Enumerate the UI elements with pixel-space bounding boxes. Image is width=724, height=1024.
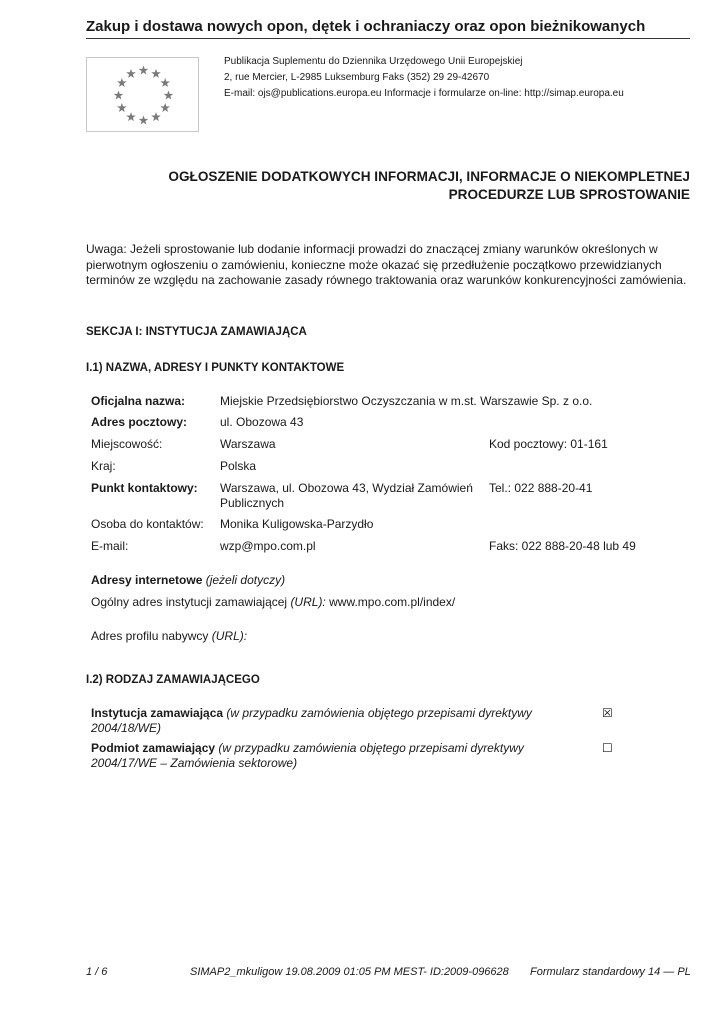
publication-line-2: 2, rue Mercier, L-2985 Luksemburg Faks (352) 29 29-42670 [224, 72, 490, 83]
contracting-authority-option [91, 706, 561, 736]
publication-line-3: E-mail: ojs@publications.europa.eu Informacje i formularze on-line: http://simap.europa.eu [224, 88, 624, 99]
internet-addresses-note: (jeżeli dotyczy) [205, 573, 286, 587]
contact-point-label: Punkt kontaktowy: [91, 481, 198, 495]
general-url-row [91, 595, 455, 610]
section-1-heading: SEKCJA I: INSTYTUCJA ZAMAWIAJĄCA [86, 326, 307, 338]
warning-note: Uwaga: Jeżeli sprostowanie lub dodanie informacji prowadzi do znaczącej zmiany warunków określonych w pierwotnym ogłoszeniu o zamówieniu, konieczne może okazać się przedłużenie początkowo przewidzianych terminów ze względu na zachowanie zasady równego traktowania oraz warunków konkurencyjności zamówienia. [86, 242, 687, 287]
contact-person-value: Monika Kuligowska-Parzydło [220, 517, 374, 531]
eu-star-icon [160, 78, 170, 87]
contracting-entity-label: Podmiot zamawiający [91, 741, 216, 755]
buyer-profile-label: Adres profilu nabywcy [91, 629, 209, 643]
contracting-authority-label: Instytucja zamawiająca [91, 706, 224, 720]
eu-star-icon [117, 103, 127, 112]
eu-star-icon [117, 78, 127, 87]
buyer-profile-row [91, 629, 247, 644]
publication-line-1: Publikacja Suplementu do Dziennika Urzędowego Unii Europejskiej [224, 56, 523, 67]
eu-star-icon [160, 103, 170, 112]
city-value: Warszawa [220, 437, 276, 451]
section-i1-heading: I.1) NAZWA, ADRESY I PUNKTY KONTAKTOWE [86, 362, 345, 374]
contracting-entity-option [91, 741, 561, 771]
official-name-value: Miejskie Przedsiębiorstwo Oczyszczania w m.st. Warszawie Sp. z o.o. [220, 394, 593, 408]
internet-addresses [91, 573, 285, 588]
eu-star-icon [126, 69, 136, 78]
contracting-authority-checkbox[interactable]: ☒ [602, 706, 613, 720]
contact-point-value: Warszawa, ul. Obozowa 43, Wydział Zamówień Publicznych [220, 481, 473, 510]
general-url-tag: (URL): [290, 595, 326, 609]
notice-title [100, 168, 690, 204]
header-divider [86, 38, 690, 39]
footer-form-name: Formularz standardowy 14 — PL [530, 966, 691, 978]
internet-addresses-label: Adresy internetowe [91, 573, 203, 587]
footer-document-id: SIMAP2_mkuligow 19.08.2009 01:05 PM MEST- ID:2009-096628 [190, 966, 509, 978]
city-label: Miejscowość: [91, 437, 163, 451]
eu-stars-icon [87, 58, 200, 133]
buyer-profile-url-tag: (URL): [211, 629, 248, 643]
postal-code: Kod pocztowy: 01-161 [489, 437, 608, 451]
footer-page-number: 1 / 6 [86, 966, 108, 978]
general-url-label: Ogólny adres instytucji zamawiającej [91, 595, 288, 609]
postal-address-label: Adres pocztowy: [91, 415, 188, 429]
contracting-authority-note: (w przypadku zamówienia objętego przepisami dyrektywy 2004/18/WE) [91, 706, 532, 735]
eu-flag-logo [86, 57, 199, 132]
country-label: Kraj: [91, 459, 116, 473]
eu-star-icon [164, 91, 174, 100]
official-name-label: Oficjalna nazwa: [91, 394, 186, 408]
fax: Faks: 022 888-20-48 lub 49 [489, 539, 636, 553]
contracting-entity-checkbox[interactable]: ☐ [602, 741, 613, 755]
contracting-entity-note: (w przypadku zamówienia objętego przepisami dyrektywy 2004/17/WE – Zamówienia sektorowe) [91, 741, 524, 770]
eu-star-icon [139, 116, 149, 125]
email-label: E-mail: [91, 539, 129, 553]
email-value[interactable]: wzp@mpo.com.pl [220, 539, 316, 553]
country-value: Polska [220, 459, 257, 473]
eu-star-icon [114, 91, 124, 100]
publication-info [224, 54, 624, 102]
section-i2-heading: I.2) RODZAJ ZAMAWIAJĄCEGO [86, 674, 260, 686]
document-header-title: Zakup i dostawa nowych opon, dętek i ochraniaczy oraz opon bieżnikowanych [86, 18, 646, 35]
postal-address-value: ul. Obozowa 43 [220, 415, 304, 429]
eu-star-icon [151, 112, 161, 121]
contact-person-label: Osoba do kontaktów: [91, 517, 204, 531]
eu-star-icon [139, 66, 149, 75]
general-url-link[interactable]: www.mpo.com.pl/index/ [329, 595, 456, 609]
notice-title-line-1: OGŁOSZENIE DODATKOWYCH INFORMACJI, INFORMACJE O NIEKOMPLETNEJ [168, 169, 690, 184]
telephone: Tel.: 022 888-20-41 [489, 481, 593, 495]
eu-star-icon [151, 69, 161, 78]
eu-star-icon [126, 112, 136, 121]
notice-title-line-2: PROCEDURZE LUB SPROSTOWANIE [448, 187, 690, 202]
